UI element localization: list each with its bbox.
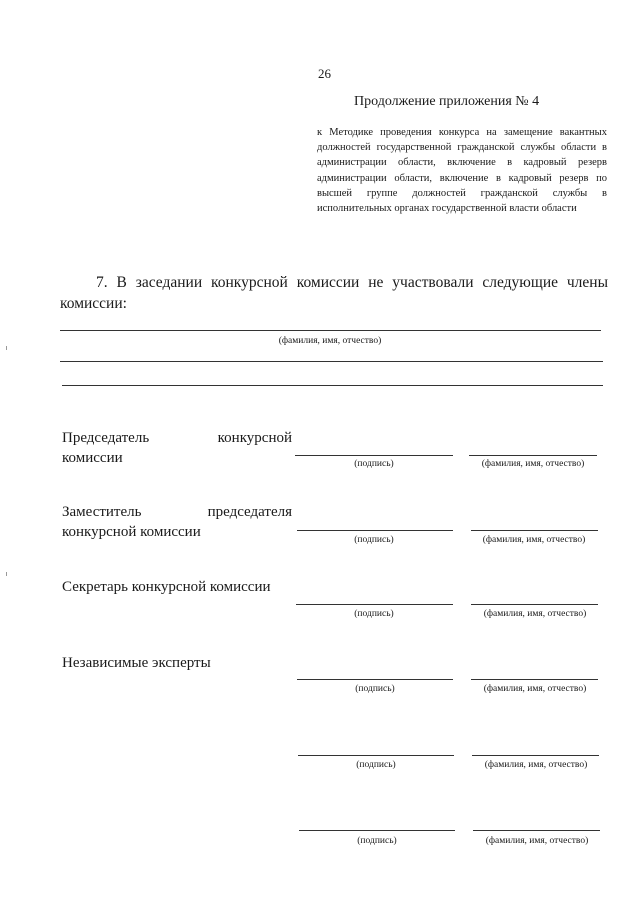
chairman-signature-caption: (подпись): [354, 459, 394, 469]
expert-2-signature-line[interactable]: [298, 755, 454, 756]
appendix-title: Продолжение приложения № 4: [354, 94, 540, 109]
secretary-name-line[interactable]: [471, 604, 598, 605]
chairman-label-word1: Председатель: [62, 430, 150, 446]
page-number: 26: [318, 66, 331, 81]
expert-3-signature-caption: (подпись): [357, 836, 397, 846]
secretary-label: Секретарь конкурсной комиссии: [62, 579, 271, 595]
absent-member-line-2[interactable]: [60, 361, 603, 362]
chairman-signature-line[interactable]: [295, 455, 453, 456]
expert-2-name-line[interactable]: [472, 755, 599, 756]
absent-member-line-1[interactable]: [60, 330, 601, 331]
deputy-signature-caption: (подпись): [354, 535, 394, 545]
chairman-label: [62, 428, 292, 468]
deputy-signature-line[interactable]: [297, 530, 453, 531]
expert-2-signature-caption: (подпись): [356, 760, 396, 770]
section-7-text: 7. В заседании конкурсной комиссии не участвовали следующие члены комиссии:: [60, 274, 608, 312]
deputy-name-caption: (фамилия, имя, отчество): [482, 535, 586, 545]
appendix-description: к Методике проведения конкурса на замещение вакантных должностей государственной гражданской службы области в администрации области, включение в кадровый резерв администрации области, включение в кадровый резерв по высшей группе должностей гражданской службы в исполнительных органах государственной власти области: [317, 127, 607, 215]
chairman-label-line2: комиссии: [62, 450, 123, 466]
chairman-label-word2: конкурсной: [217, 430, 292, 446]
expert-1-signature-caption: (подпись): [355, 684, 395, 694]
expert-1-signature-line[interactable]: [297, 679, 453, 680]
experts-label: Независимые эксперты: [62, 655, 211, 671]
deputy-label-word1: Заместитель: [62, 504, 142, 520]
scan-mark: [6, 572, 7, 576]
scan-mark: [6, 346, 7, 350]
expert-1-name-caption: (фамилия, имя, отчество): [483, 684, 587, 694]
chairman-name-line[interactable]: [469, 455, 597, 456]
deputy-label: [62, 502, 292, 542]
secretary-name-caption: (фамилия, имя, отчество): [483, 609, 587, 619]
expert-3-signature-line[interactable]: [299, 830, 455, 831]
expert-3-name-caption: (фамилия, имя, отчество): [485, 836, 589, 846]
expert-1-name-line[interactable]: [471, 679, 598, 680]
expert-2-name-caption: (фамилия, имя, отчество): [484, 760, 588, 770]
chairman-name-caption: (фамилия, имя, отчество): [481, 459, 585, 469]
deputy-label-line2: конкурсной комиссии: [62, 524, 201, 540]
deputy-name-line[interactable]: [471, 530, 598, 531]
absent-member-name-caption: (фамилия, имя, отчество): [278, 336, 382, 346]
secretary-signature-line[interactable]: [296, 604, 453, 605]
deputy-label-word2: председателя: [207, 504, 292, 520]
absent-member-line-3[interactable]: [62, 385, 603, 386]
secretary-signature-caption: (подпись): [354, 609, 394, 619]
expert-3-name-line[interactable]: [473, 830, 600, 831]
